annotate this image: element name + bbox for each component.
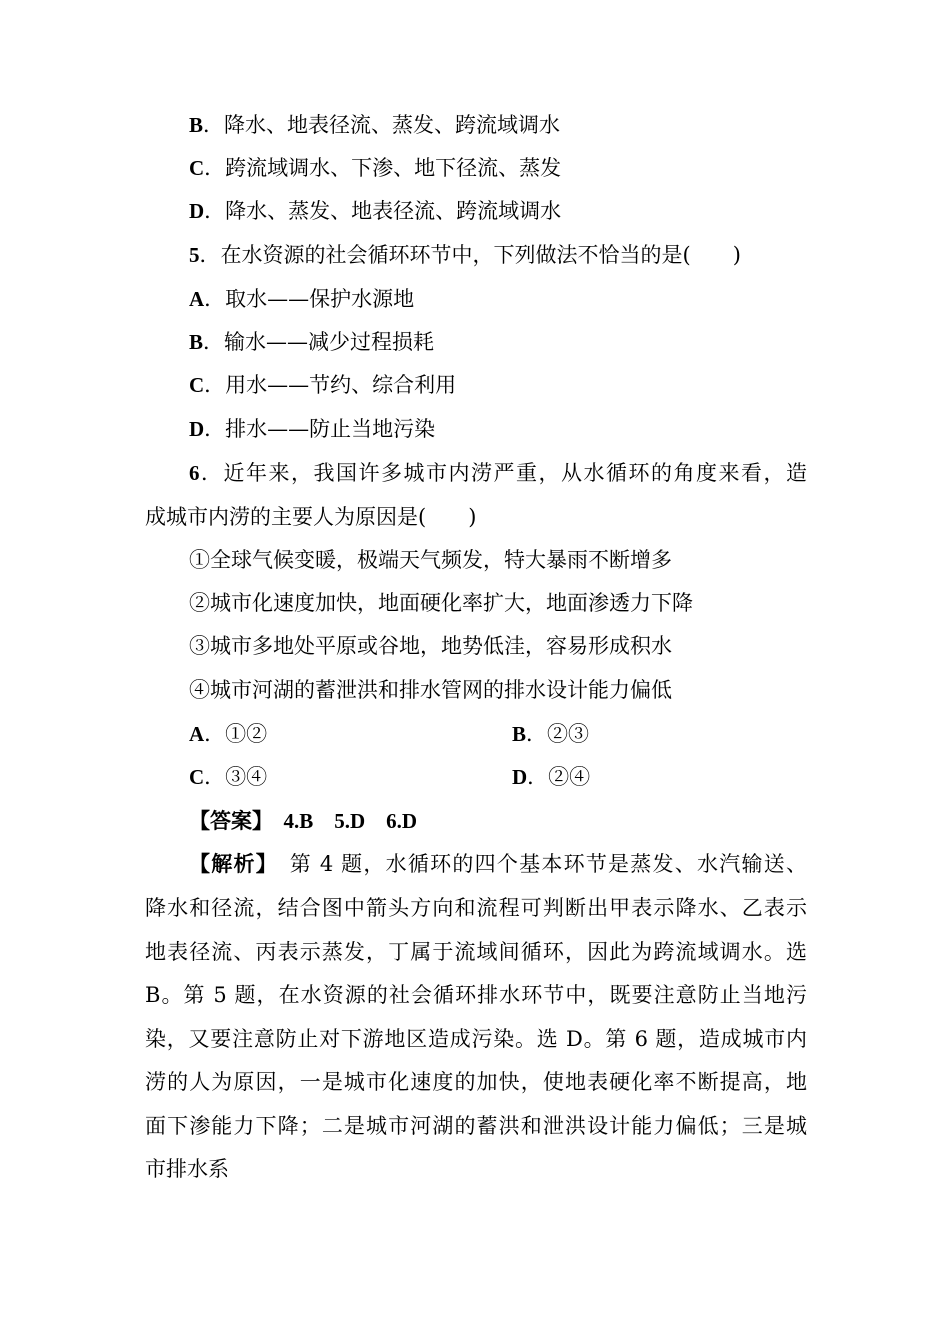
q6-statement-1: ①全球气候变暖，极端天气频发，特大暴雨不断增多 <box>189 548 672 572</box>
analysis-line-4: B。第 5 题，在水资源的社会循环排水环节中，既要注意防止当地污 <box>145 983 807 1007</box>
answer-label: 【答案】 <box>189 809 263 833</box>
q6-statement-4: ④城市河湖的蓄泄洪和排水管网的排水设计能力偏低 <box>189 678 672 702</box>
q5-stem: 5．在水资源的社会循环环节中，下列做法不恰当的是( ) <box>189 243 741 267</box>
q6-option-c: C．③④ <box>189 765 268 789</box>
q6-stem-line2: 成城市内涝的主要人为原因是( ) <box>145 505 477 529</box>
answer-line <box>189 807 417 835</box>
q6-stem-line1: 6．近年来，我国许多城市内涝严重，从水循环的角度来看，造 <box>189 461 807 485</box>
q4-option-d: D．降水、蒸发、地表径流、跨流域调水 <box>189 199 562 223</box>
q6-option-a: A．①② <box>189 722 268 746</box>
analysis-line-2: 降水和径流，结合图中箭头方向和流程可判断出甲表示降水、乙表示 <box>145 896 807 920</box>
q6-statement-3: ③城市多地处平原或谷地，地势低洼，容易形成积水 <box>189 634 672 658</box>
analysis-line-8: 市排水系 <box>145 1157 229 1181</box>
q4-option-c: C．跨流域调水、下渗、地下径流、蒸发 <box>189 156 562 180</box>
analysis-line-1: 【解析】 第 4 题，水循环的四个基本环节是蒸发、水汽输送、 <box>189 852 807 876</box>
q4-option-b: B．降水、地表径流、蒸发、跨流域调水 <box>189 113 561 137</box>
q5-option-a: A．取水——保护水源地 <box>189 287 415 311</box>
analysis-line-7: 面下渗能力下降；二是城市河湖的蓄洪和泄洪设计能力偏低；三是城 <box>145 1114 807 1138</box>
analysis-line-3: 地表径流、丙表示蒸发，丁属于流域间循环，因此为跨流域调水。选 <box>145 940 807 964</box>
q6-option-b: B．②③ <box>512 722 590 746</box>
q5-option-d: D．排水——防止当地污染 <box>189 417 436 441</box>
analysis-label: 【解析】 <box>189 852 268 876</box>
q6-option-d: D．②④ <box>512 765 591 789</box>
analysis-line-6: 涝的人为原因，一是城市化速度的加快，使地表硬化率不断提高，地 <box>145 1070 807 1094</box>
analysis-line-5: 染，又要注意防止对下游地区造成污染。选 D。第 6 题，造成城市内 <box>145 1027 807 1051</box>
q5-option-c: C．用水——节约、综合利用 <box>189 373 457 397</box>
q5-option-b: B．输水——减少过程损耗 <box>189 330 435 354</box>
q6-statement-2: ②城市化速度加快，地面硬化率扩大，地面渗透力下降 <box>189 591 693 615</box>
answer-text: 4.B 5.D 6.D <box>283 809 418 833</box>
